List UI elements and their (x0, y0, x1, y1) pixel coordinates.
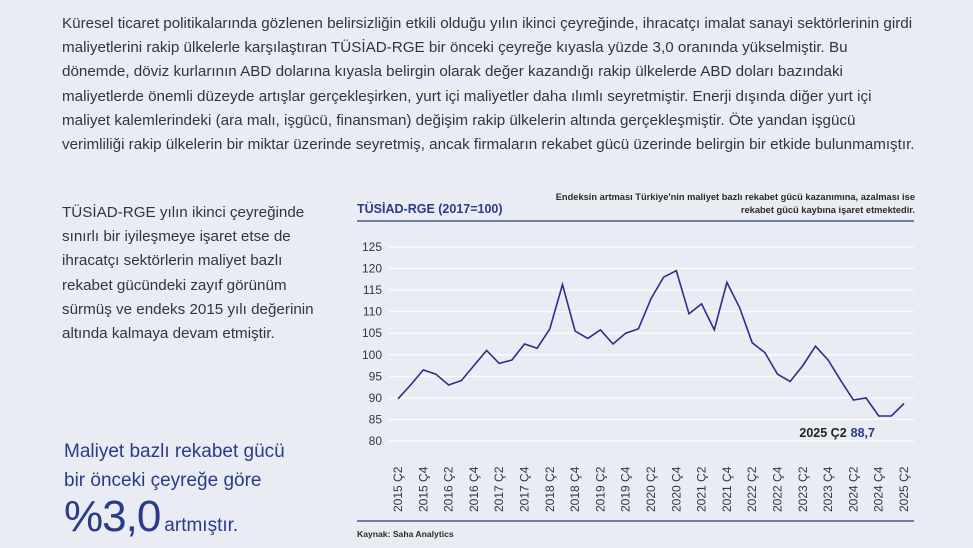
x-tick-label: 2025 Ç2 (897, 466, 911, 512)
x-tick-label: 2015 Ç2 (391, 466, 405, 512)
y-tick-label: 85 (368, 412, 382, 427)
x-tick-label: 2017 Ç2 (492, 466, 507, 512)
grid-lines (389, 247, 914, 441)
y-tick-label: 90 (368, 390, 382, 405)
side-paragraph: TÜSİAD-RGE yılın ikinci çeyreğinde sınırlı bir iyileşmeye işaret etse de ihracatçı sektörlerin maliyet bazlı rekabet gücündeki zayıf görünüm sürmüş ve endeks 2015 yılı değerinin altında kalmaya devam etmiştir. (62, 204, 314, 343)
x-axis (391, 466, 911, 512)
x-tick-label: 2024 Ç2 (846, 466, 861, 512)
intro-paragraph: Küresel ticaret politikalarında gözlenen belirsizliğin etkili olduğu yılın ikinci çeyreğinde, ihracatçı imalat sanayi sektörlerinin girdi maliyetlerini rakip ülkelerle karşılaştıran TÜSİAD-RGE bir önceki çeyreğe kıyasla yüzde 3,0 oranında yükselmiştir. Bu dönemde, döviz kurlarının ABD dolarına kıyasla belirgin olarak değer kazandığı rakip ülkelerde ABD doları bazındaki maliyetlerde önemli düzeyde artışlar gerçekleşirken, yurt içi maliyetler daha ılımlı seyretmiştir. Enerji dışında diğer yurt içi maliyet kalemlerindeki (ara malı, işgücü, finansman) değişim rakip ülkelerin altında gerçekleşmiştir. Öte yandan işgücü verimliliği rakip ülkelerin bir miktar üzerinde seyretmiş, ancak firmaların rekabet gücü üzerinde belirgin bir etkide bulunmamıştır. (62, 15, 915, 154)
x-tick-label: 2023 Ç2 (795, 466, 810, 512)
series-line (398, 271, 904, 416)
x-tick-label: 2024 Ç4 (871, 466, 886, 512)
x-tick-label: 2020 Ç2 (644, 466, 658, 512)
x-tick-label: 2022 Ç4 (770, 466, 785, 512)
highlight-value: %3,0 (64, 492, 161, 541)
highlight-line-1: Maliyet bazlı rekabet gücü (64, 441, 285, 462)
x-tick-label: 2018 Ç4 (568, 466, 583, 512)
y-tick-label: 115 (362, 283, 382, 298)
x-tick-label: 2022 Ç2 (745, 466, 760, 512)
y-tick-label: 95 (368, 369, 382, 384)
x-tick-label: 2023 Ç4 (821, 466, 836, 512)
y-tick-label: 125 (361, 240, 382, 254)
last-value-label (799, 426, 875, 440)
x-tick-label: 2016 Ç4 (466, 466, 481, 512)
x-tick-label: 2016 Ç2 (441, 466, 456, 512)
chart-note: Endeksin artması Türkiye'nin maliyet bazlı rekabet gücü kazanımına, azalması ise rekabet gücü kaybına işaret etmektedir. (555, 192, 915, 215)
x-tick-label: 2019 Ç4 (618, 466, 633, 512)
y-axis (362, 240, 382, 448)
y-tick-label: 110 (362, 304, 382, 319)
last-label-period: 2025 Ç2 (799, 426, 847, 440)
x-tick-label: 2020 Ç4 (669, 466, 684, 512)
y-tick-label: 100 (361, 347, 382, 362)
y-tick-label: 120 (361, 261, 382, 276)
chart-source: Kaynak: Saha Analytics (357, 529, 454, 539)
x-tick-label: 2021 Ç2 (694, 466, 709, 512)
last-label-value: 88,7 (850, 426, 875, 440)
y-tick-label: 105 (361, 326, 382, 341)
chart-title: TÜSİAD-RGE (2017=100) (357, 202, 503, 216)
x-tick-label: 2021 Ç4 (719, 466, 734, 512)
highlight-line-2: bir önceki çeyreğe göre (64, 470, 262, 491)
x-tick-label: 2017 Ç4 (517, 466, 532, 512)
highlight-suffix: artmıştır. (164, 515, 239, 536)
y-tick-label: 80 (368, 434, 382, 448)
x-tick-label: 2018 Ç2 (542, 466, 557, 512)
x-tick-label: 2019 Ç2 (593, 466, 608, 512)
x-tick-label: 2015 Ç4 (416, 466, 431, 512)
